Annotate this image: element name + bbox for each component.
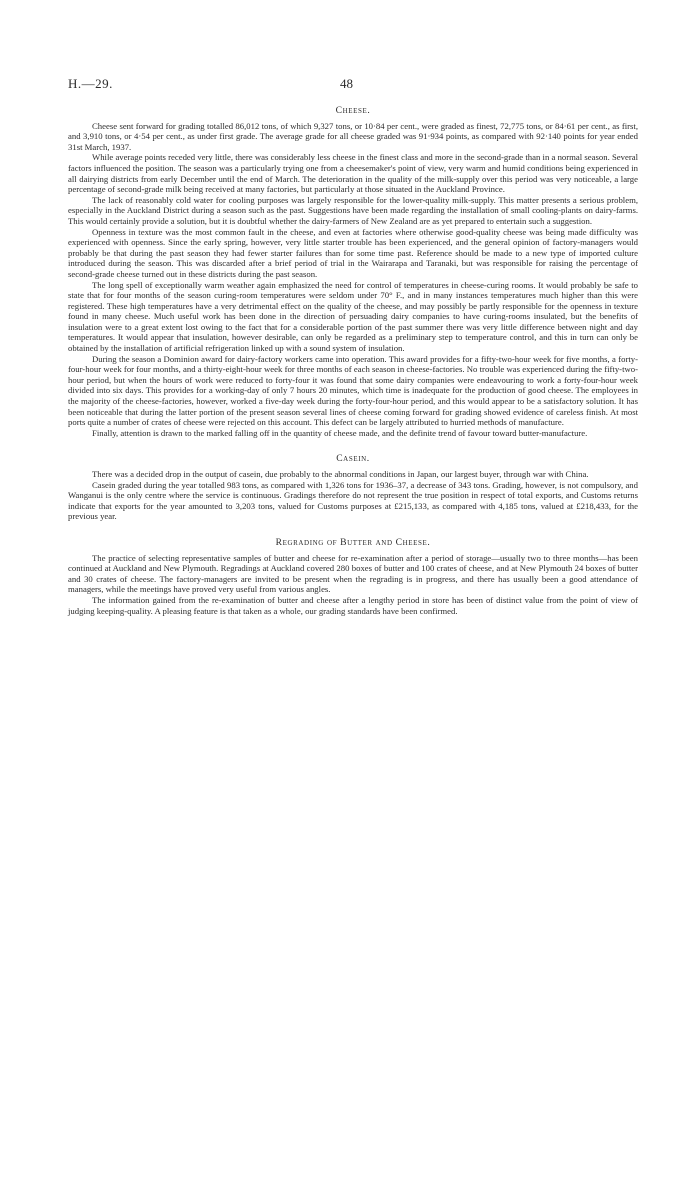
section-heading-cheese: Cheese. <box>335 105 371 116</box>
paragraph: The lack of reasonably cold water for cooling purposes was largely responsible for the lower-quality milk-supply. This matter presents a serious problem, especially in the Auckland District during a season such as the past. Suggestions have been made regarding the installation of small cooling-plants on dairy-farms. This would certainly provide a solution, but it is doubtful whether the dairy-farmers of New Zealand are as yet prepared to entertain such a suggestion. <box>68 194 638 226</box>
section-heading-casein: Casein. <box>336 453 370 465</box>
paragraph: Cheese sent forward for grading totalled 86,012 tons, of which 9,327 tons, or 10·84 per cent., were graded as finest, 72,775 tons, or 84·61 per cent., as first, and 3,910 tons, or 4·54 per cent., as under first grade. The average grade for all cheese graded was 91·934 points, as compared with 92·140 points for year ended 31st March, 1937. <box>68 120 638 152</box>
paragraph: During the season a Dominion award for dairy-factory workers came into operation. This award provides for a fifty-two-hour week for five months, a forty-four-hour week for four months, and a thirty-eight-hour week for three months of each season in cheese-factories. No trouble was experienced during the fifty-two-hour period, but when the hours of work were reduced to forty-four it was found that some dairy companies were endeavouring to work a forty-four-hour week divided into six days. This provides for a working-day of only 7 hours 20 minutes, which time is inadequate for the production of good cheese. The employees in the majority of the cheese-factories, however, worked a five-day week during the forty-four-hour period, and this would appear to be a satisfactory solution. It has been noticeable that during the latter portion of the present season several lines of cheese coming forward for grading showed evidence of careless finish. At most ports quite a number of crates of cheese were rejected on this account. This defect can be largely attributed to hurried methods of manufacture. <box>68 353 638 428</box>
body-text <box>68 106 638 616</box>
paragraph: Finally, attention is drawn to the marked falling off in the quantity of cheese made, and the definite trend of favour toward butter-manufacture. <box>92 427 588 438</box>
paragraph: There was a decided drop in the output of casein, due probably to the abnormal conditions in Japan, our largest buyer, through war with China. <box>92 469 589 479</box>
paragraph: While average points receded very little, there was considerably less cheese in the finest class and more in the second-grade than in a normal season. Several factors influenced the position. The season was a particularly trying one from a cheesemaker's point of view, very warm and humid conditions being experienced in all dairying districts from early December until the end of March. The deterioration in the quality of the milk-supply over this period was very noticeable, a large percentage of second-grade milk being received at many factories, but particularly at those situated in the Auckland Province. <box>68 152 638 195</box>
document-reference: H.—29. <box>68 76 113 91</box>
paragraph: The long spell of exceptionally warm weather again emphasized the need for control of temperatures in cheese-curing rooms. It would probably be safe to state that for four months of the season curing-room temperatures were seldom under 70° F., and in many instances temperatures much higher than this were registered. These high temperatures have a very detrimental effect on the quality of the cheese, and may possibly be partly responsible for the openness in texture found in many cheese. Much useful work has been done in the direction of persuading dairy companies to have curing-rooms insulated, but the benefits of insulation were to a great extent lost owing to the fact that for a considerable portion of the past summer there was very little difference between night and day temperatures. It would appear that insulation, however desirable, can only be regarded as a preliminary step to temperature control, and this in turn can only be obtained by the installation of artificial refrigeration linked up with a sound system of insulation. <box>68 279 638 354</box>
paragraph: The practice of selecting representative samples of butter and cheese for re-examination after a period of storage—usually two to three months—has been continued at Auckland and New Plymouth. Regradings at Auckland covered 280 boxes of butter and 100 crates of cheese, and at New Plymouth 24 boxes of butter and 30 crates of cheese. The factory-managers are invited to be present when the regrading is in progress, and there has usually been a good attendance of managers, while the meetings have proved very useful from various angles. <box>68 552 638 595</box>
paragraph: Casein graded during the year totalled 983 tons, as compared with 1,326 tons for 1936–37, a decrease of 343 tons. Grading, however, is not compulsory, and Wanganui is the only centre where the service is continuous. Gradings therefore do not represent the true position in respect of total exports, and Customs returns indicate that exports for the year amounted to 3,203 tons, valued for Customs purposes at £215,133, as compared with 4,185 tons, valued at £218,433, for the previous year. <box>68 479 638 522</box>
paragraph: The information gained from the re-examination of butter and cheese after a lengthy period in store has been of distinct value from the point of view of judging keeping-quality. A pleasing feature is that taken as a whole, our grading standards have been confirmed. <box>68 594 638 616</box>
section-heading-regrading: Regrading of Butter and Cheese. <box>275 536 431 548</box>
paragraph: Openness in texture was the most common fault in the cheese, and even at factories where otherwise good-quality cheese was being made difficulty was experienced with openness. Since the early spring, however, very little starter trouble has been experienced, and the general opinion of factory-managers would probably be that during the past season they had fewer starter failures than for some time past. Reference should be made to a new type of imported culture introduced during the season. This was discarded after a brief period of trial in the Wairarapa and Taranaki, but was responsible for raising the percentage of second-grade cheese turned out in these districts during the past season. <box>68 226 638 279</box>
page-number: 48 <box>340 76 353 91</box>
